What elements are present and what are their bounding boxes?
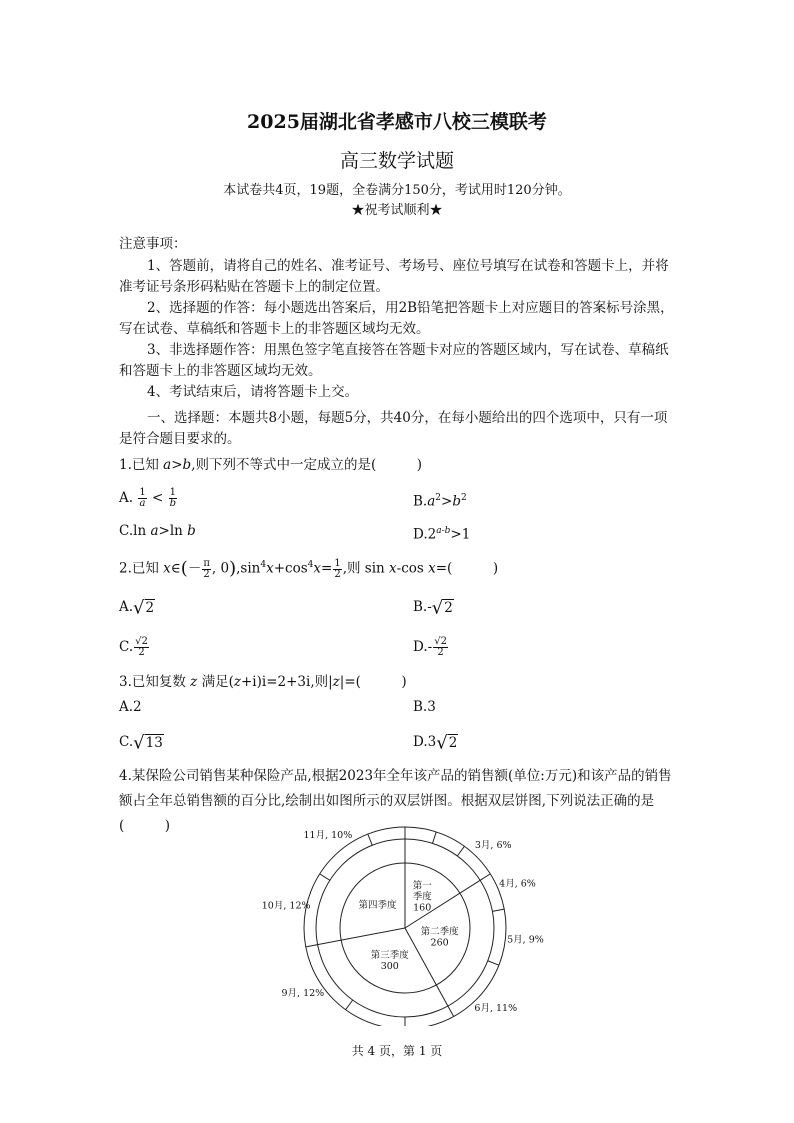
quarter-divider xyxy=(318,928,405,945)
question-1-option-a: A. $\frac{1}{a}$ < $\frac{1}{b}$ xyxy=(119,487,177,509)
page-footer: 共 4 页，第 1 页 xyxy=(351,1044,443,1058)
question-3-option-c: C.√13 xyxy=(119,732,163,753)
month-divider xyxy=(433,832,437,843)
question-3-option-d: D.3√2 xyxy=(413,732,458,753)
pie-group xyxy=(262,826,544,1026)
question-3-stem: 3.已知复数 z 满足(z+i)i=2+3i,则|z|=( ) xyxy=(119,674,407,690)
quarter-label: 第二季度 xyxy=(420,926,459,938)
month-divider xyxy=(488,961,499,965)
month-divider xyxy=(306,945,318,947)
month-divider xyxy=(492,909,504,911)
month-label: 9月, 12% xyxy=(281,987,325,999)
quarter-label: 300 xyxy=(380,960,399,972)
question-1-option-c: C.ln a>ln b xyxy=(119,523,196,539)
exam-wish: ★祝考试顺利★ xyxy=(351,203,443,218)
quarter-label: 260 xyxy=(430,937,449,949)
section-heading: 一、选择题：本题共8小题，每题5分，共40分，在每小题给出的四个选项中，只有一项是符合题目要求的。 xyxy=(119,410,668,447)
exam-subtitle: 高三数学试题 xyxy=(339,150,454,172)
quarter-label: 第一 xyxy=(412,880,432,892)
notice-item-1: 1、答题前，请将自己的姓名、准考证号、考场号、座位号填写在试卷和答题卡上，并将准考证号条形码粘贴在答题卡上的制定位置。 xyxy=(119,258,669,295)
month-divider xyxy=(346,1000,353,1010)
month-label: 5月, 9% xyxy=(507,934,544,946)
question-1-stem: 1.已知 a>b,则下列不等式中一定成立的是( ) xyxy=(119,457,423,473)
month-label: 11月, 10% xyxy=(303,829,353,841)
question-4-stem: 4.某保险公司销售某种保险产品,根据2023年全年该产品的销售额(单位:万元)和该产品的销售额占全年总销售额的百分比,绘制出如图所示的双层饼图。根据双层饼图,下列说法正确的是( ) xyxy=(119,768,672,834)
question-2-option-b: B.-√2 xyxy=(413,597,453,618)
notice-item-3: 3、非选择题作答：用黑色签字笔直接答在答题卡对应的答题区域内，写在试卷、草稿纸和答题卡上的非答题区域均无效。 xyxy=(119,342,669,379)
exam-info: 本试卷共4页，19题，全卷满分150分，考试用时120分钟。 xyxy=(223,183,571,198)
month-divider xyxy=(368,834,372,845)
notice-heading: 注意事项： xyxy=(119,236,187,252)
month-label: 3月, 6% xyxy=(474,840,512,852)
question-2-stem: 2.已知 x∈(－ $\frac{\pi}{2}$ , $0),\sin^4x+\cos^4x=$ $\frac{1}{2}$ ,则 sin x-cos x=( ) xyxy=(119,557,499,580)
month-label: 4月, 6% xyxy=(499,878,536,890)
question-2-option-a: A.√2 xyxy=(119,597,155,618)
month-divider xyxy=(480,874,490,880)
question-1-option-b: $B.a^2>b^2$ xyxy=(413,493,467,510)
month-label: 10月, 12% xyxy=(261,900,311,912)
quarter-label: 160 xyxy=(413,902,432,914)
month-divider xyxy=(448,1006,454,1017)
notice-item-4: 4、考试结束后，请将答题卡上交。 xyxy=(147,384,359,400)
month-label: 6月, 11% xyxy=(474,1003,518,1015)
quarter-label: 第三季度 xyxy=(370,949,409,961)
question-3-option-b: B.3 xyxy=(413,699,436,715)
quarter-label: 第四季度 xyxy=(358,900,397,912)
month-divider xyxy=(320,874,330,880)
quarter-label: 季度 xyxy=(412,891,432,903)
question-3-option-a: A.2 xyxy=(119,699,142,715)
notice-item-2: 2、选择题的作答：每小题选出答案后，用2B铅笔把答题卡上对应题目的答案标号涂黑，写在试卷、草稿纸和答题卡上的非答题区域均无效。 xyxy=(119,300,674,337)
month-divider xyxy=(457,846,464,856)
double-pie-chart xyxy=(260,826,560,1026)
question-1-option-d: $D.2^{a-b}>1$ xyxy=(413,526,471,543)
exam-title: 2025届湖北省孝感市八校三模联考 xyxy=(247,111,547,133)
question-2-option-d: D.- $\frac{√2}{2}$ xyxy=(413,636,447,658)
question-2-option-c: C. $\frac{√2}{2}$ xyxy=(119,636,148,658)
